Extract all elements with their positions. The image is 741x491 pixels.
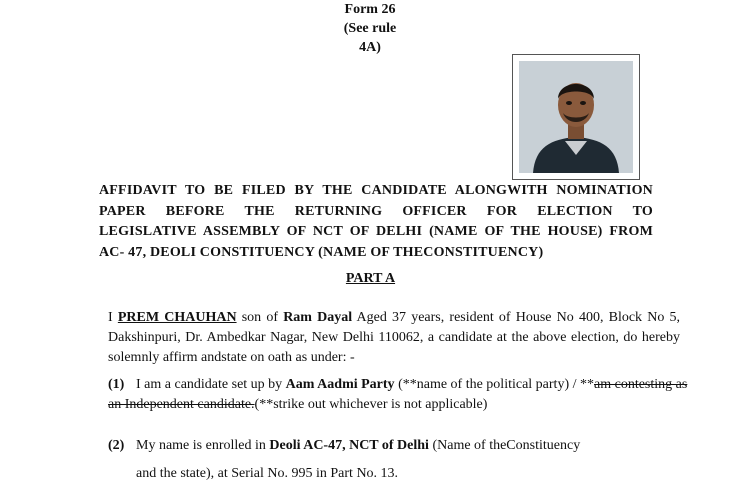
constituency-name: Deoli AC-47, NCT of Delhi <box>269 438 429 453</box>
candidate-name: PREM CHAUHAN <box>117 310 237 325</box>
party-name: Aam Aadmi Party <box>285 377 395 392</box>
affidavit-title <box>99 181 653 263</box>
item-1-suffix: (**strike out whichever is not applicable) <box>254 397 488 412</box>
title-line-2: PAPER BEFORE THE RETURNING OFFICER FOR ELECTION TO <box>99 203 653 219</box>
item-2-prefix: My name is enrolled in <box>136 438 270 453</box>
candidate-photo-icon <box>513 55 639 179</box>
rule-number: 4A) <box>359 40 381 55</box>
item-2-number: (2) <box>108 438 125 453</box>
item-1-number: (1) <box>108 377 125 392</box>
item-2-mid: (Name of theConstituency <box>428 438 581 453</box>
title-line-4: AC- 47, DEOLI CONSTITUENCY (NAME OF THECONSTITUENCY) <box>99 244 544 260</box>
candidate-photo <box>512 54 640 180</box>
form-number: Form 26 <box>344 2 396 17</box>
item-1-mid: (**name of the political party) / ** <box>394 377 595 392</box>
declaration-paragraph <box>108 308 680 368</box>
form-header <box>300 0 440 57</box>
item-2-line-2: and the state), at Serial No. 995 in Part No. 13. <box>136 466 399 481</box>
item-2 <box>108 432 688 488</box>
item-1-prefix: I am a candidate set up by <box>136 377 286 392</box>
see-rule: (See rule <box>343 21 397 36</box>
item-1 <box>108 375 688 415</box>
title-line-1: AFFIDAVIT TO BE FILED BY THE CANDIDATE ALONGWITH NOMINATION <box>99 183 653 198</box>
part-heading: PART A <box>345 271 396 286</box>
declaration-prefix: I <box>108 310 118 325</box>
declaration-rest: Aged 37 years, resident of House No 400, Block No 5, Dakshinpuri, Dr. Ambedkar Nagar, New Delhi 110062, a candidate at the above election, do hereby solemnly affirm andstate on oath as under: - <box>108 310 680 365</box>
declaration-son-of: son of <box>236 310 284 325</box>
struck-independent: am contesting as an Independent candidate. <box>108 377 688 412</box>
title-line-3: LEGISLATIVE ASSEMBLY OF NCT OF DELHI (NAME OF THE HOUSE) FROM <box>99 224 653 239</box>
father-name: Ram Dayal <box>283 310 353 325</box>
